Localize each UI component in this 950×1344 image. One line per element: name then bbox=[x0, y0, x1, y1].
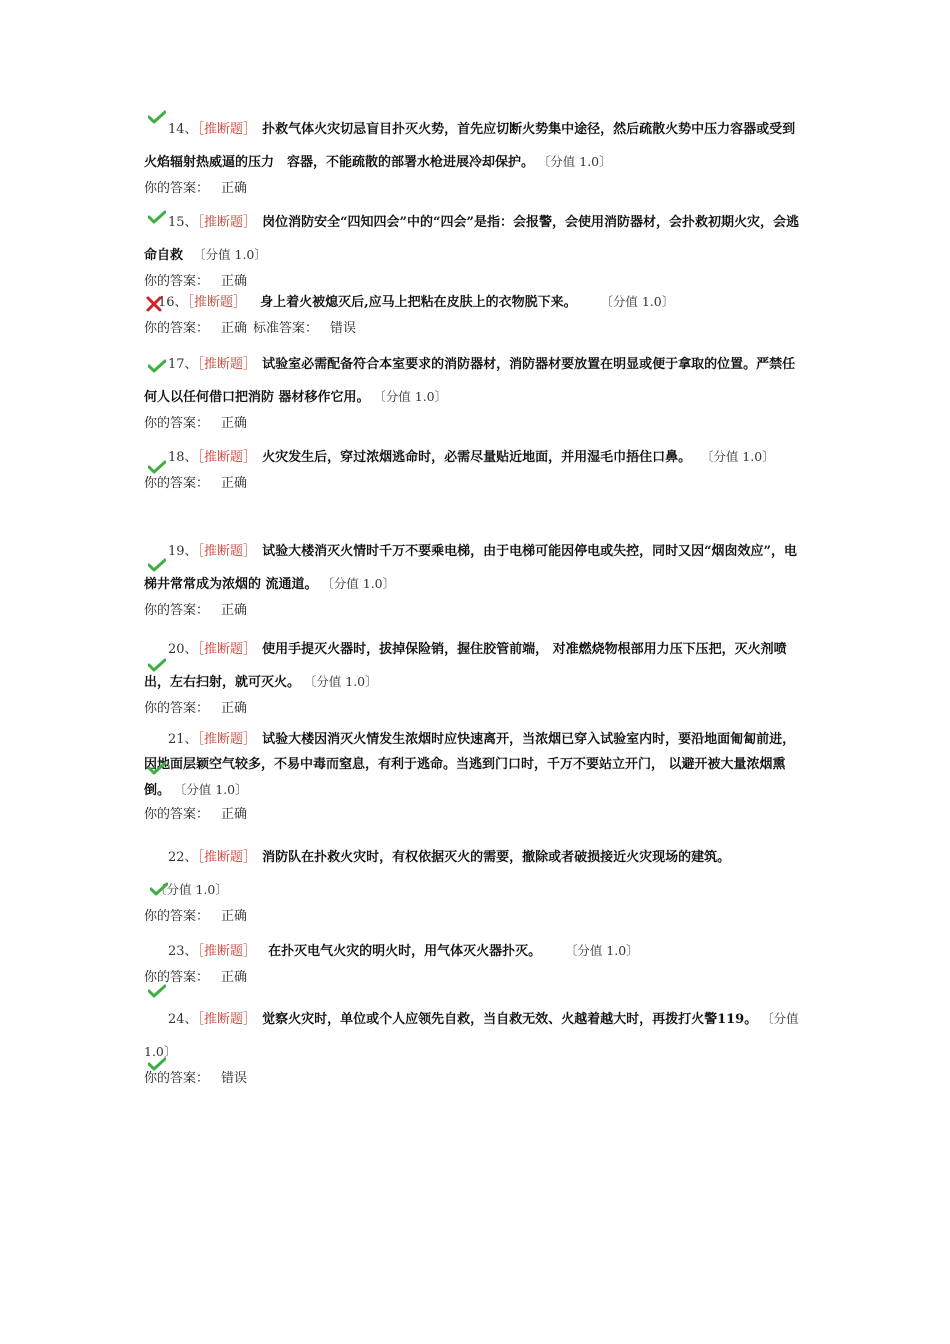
question-type: ［推断题］ bbox=[187, 295, 247, 310]
answer-line bbox=[144, 319, 804, 339]
answer-value: 正确 bbox=[221, 970, 248, 985]
question-score: 〔分值 1.0〕 bbox=[327, 576, 396, 591]
question-score: 〔分值 1.0〕 bbox=[310, 674, 378, 689]
question-item bbox=[144, 536, 804, 621]
question-stem: 消防队在扑救火灾时，有权依据灭火的需要，撤除或者破损接近火灾现场的建筑。 bbox=[262, 850, 731, 865]
answer-line bbox=[144, 474, 804, 494]
question-number: 19、 bbox=[168, 544, 198, 559]
question-text bbox=[144, 935, 804, 968]
check-icon bbox=[148, 761, 166, 775]
question-type: ［推断题］ bbox=[197, 732, 257, 747]
check-icon bbox=[148, 110, 166, 124]
answer-line bbox=[144, 179, 804, 199]
answer-label: 你的答案： bbox=[144, 970, 210, 985]
question-text bbox=[144, 114, 804, 179]
question-stem: 使用手提灭火器时，拔掉保险销，握住胶管前端， 对准燃烧物根部用力压下压把，灭火剂喷出，左右扫射，就可灭火。 bbox=[144, 642, 787, 690]
question-number: 20、 bbox=[168, 642, 198, 657]
question-score: 〔分值 1.0〕 bbox=[544, 154, 612, 169]
question-stem: 身上着火被熄灭后,应马上把粘在皮肤上的衣物脱下来。 bbox=[260, 295, 577, 310]
question-text bbox=[144, 207, 804, 272]
question-number: 21、 bbox=[168, 732, 198, 747]
check-icon bbox=[150, 882, 168, 896]
answer-line bbox=[144, 414, 804, 434]
answer-value: 正确 bbox=[221, 909, 248, 924]
answer-value: 正确 bbox=[221, 416, 248, 431]
question-type: ［推断题］ bbox=[197, 850, 257, 865]
question-text bbox=[144, 727, 804, 803]
question-type: ［推断题］ bbox=[197, 1012, 257, 1027]
question-stem: 试验大楼消灭火情时千万不要乘电梯，由于电梯可能因停电或失控，同时又因“烟囱效应”，电梯井常常成为浓烟的 流通道。 bbox=[144, 544, 798, 592]
question-type: ［推断题］ bbox=[197, 944, 257, 959]
question-number: 23、 bbox=[168, 944, 198, 959]
question-number: 16、 bbox=[158, 295, 188, 310]
question-item bbox=[144, 114, 804, 199]
question-text bbox=[144, 349, 804, 414]
answer-line bbox=[144, 699, 804, 719]
answer-line bbox=[144, 968, 804, 988]
answer-line bbox=[144, 805, 804, 825]
answer-value: 错误 bbox=[221, 1071, 248, 1086]
question-number: 14、 bbox=[168, 122, 198, 137]
answer-label: 你的答案： bbox=[144, 603, 210, 618]
check-icon bbox=[148, 359, 166, 373]
question-item bbox=[144, 842, 804, 927]
question-stem: 火灾发生后，穿过浓烟逃命时，必需尽量贴近地面，并用湿毛巾捂住口鼻。 bbox=[262, 450, 692, 465]
question-stem: 在扑灭电气火灾的明火时，用气体灭火器扑灭。 bbox=[268, 944, 542, 959]
question-number: 17、 bbox=[168, 357, 198, 372]
question-type: ［推断题］ bbox=[197, 642, 257, 657]
question-score: 〔分值 1.0〕 bbox=[571, 943, 639, 958]
answer-line bbox=[144, 1069, 804, 1089]
question-text bbox=[144, 286, 804, 319]
question-score: 〔分值 1.0〕 bbox=[606, 294, 675, 309]
question-score: 〔分值 1.0〕 bbox=[154, 882, 228, 897]
answer-label: 你的答案： bbox=[144, 909, 210, 924]
answer-value: 正确 bbox=[221, 476, 248, 491]
question-item bbox=[144, 727, 804, 825]
check-icon bbox=[148, 658, 166, 672]
question-score: 〔分值 1.0〕 bbox=[144, 1011, 799, 1059]
question-score: 〔分值 1.0〕 bbox=[707, 449, 775, 464]
check-icon bbox=[148, 460, 166, 474]
answer-value: 正确 bbox=[221, 603, 248, 618]
answer-value: 正确 bbox=[221, 274, 248, 289]
answer-label: 你的答案： bbox=[144, 321, 210, 336]
question-type: ［推断题］ bbox=[197, 544, 257, 559]
answer-label: 你的答案： bbox=[144, 416, 210, 431]
check-icon bbox=[148, 984, 166, 998]
question-type: ［推断题］ bbox=[197, 357, 257, 372]
question-text bbox=[144, 634, 804, 699]
question-text bbox=[144, 536, 804, 601]
answer-label: 你的答案： bbox=[144, 1071, 210, 1086]
answer-line bbox=[144, 601, 804, 621]
answer-line bbox=[144, 907, 804, 927]
question-number: 24、 bbox=[168, 1012, 198, 1027]
answer-label: 你的答案： bbox=[144, 181, 210, 196]
question-stem: 试验室必需配备符合本室要求的消防器材，消防器材要放置在明显或便于拿取的位置。严禁任何人以任何借口把消防 器材移作它用。 bbox=[144, 357, 796, 405]
standard-answer-label: 标准答案： bbox=[253, 321, 319, 336]
answer-value: 正确 bbox=[221, 321, 248, 336]
question-item bbox=[144, 442, 804, 494]
question-score: 〔分值 1.0〕 bbox=[180, 782, 248, 797]
question-number: 15、 bbox=[168, 215, 198, 230]
question-item bbox=[144, 207, 804, 292]
answer-value: 正确 bbox=[221, 701, 248, 716]
standard-answer-value: 错误 bbox=[330, 321, 357, 336]
answer-label: 你的答案： bbox=[144, 701, 210, 716]
question-item bbox=[144, 634, 804, 719]
question-item bbox=[144, 349, 804, 434]
question-number: 18、 bbox=[168, 450, 198, 465]
question-type: ［推断题］ bbox=[197, 122, 257, 137]
check-icon bbox=[148, 558, 166, 572]
cross-icon bbox=[146, 296, 162, 312]
question-stem: 岗位消防安全“四知四会”中的“四会”是指：会报警，会使用消防器材，会扑救初期火灾，会逃命自救 bbox=[144, 215, 799, 263]
question-text bbox=[144, 842, 804, 907]
question-text bbox=[144, 442, 804, 472]
answer-label: 你的答案： bbox=[144, 807, 210, 822]
answer-label: 你的答案： bbox=[144, 274, 210, 289]
question-item bbox=[144, 935, 804, 988]
question-score: 〔分值 1.0〕 bbox=[193, 247, 267, 262]
question-text bbox=[144, 1003, 804, 1069]
question-item bbox=[144, 286, 804, 339]
question-stem: 扑救气体火灾切忌盲目扑灭火势，首先应切断火势集中途径，然后疏散火势中压力容器或受到火焰辐射热威逼的压力 容器，不能疏散的部署水枪进展冷却保护。 bbox=[144, 122, 796, 170]
question-type: ［推断题］ bbox=[197, 215, 257, 230]
question-number: 22、 bbox=[168, 850, 198, 865]
check-icon bbox=[148, 210, 166, 224]
answer-value: 正确 bbox=[221, 807, 248, 822]
answer-value: 正确 bbox=[221, 181, 248, 196]
answer-label: 你的答案： bbox=[144, 476, 210, 491]
question-stem: 试验大楼因消灭火情发生浓烟时应快速离开，当浓烟已穿入试验室内时，要沿地面匍匐前进，因地面层颖空气较多，不易中毒而窒息，有利于逃命。当逃到门口时，千万不要站立开门， 以避开被大量浓烟熏倒。 bbox=[144, 732, 796, 798]
question-item bbox=[144, 1003, 804, 1089]
question-stem: 觉察火灾时，单位或个人应领先自救，当自救无效、火越着越大时，再拨打火警119。 bbox=[262, 1012, 758, 1027]
question-score: 〔分值 1.0〕 bbox=[379, 389, 448, 404]
question-type: ［推断题］ bbox=[197, 450, 257, 465]
check-icon bbox=[148, 1057, 166, 1071]
